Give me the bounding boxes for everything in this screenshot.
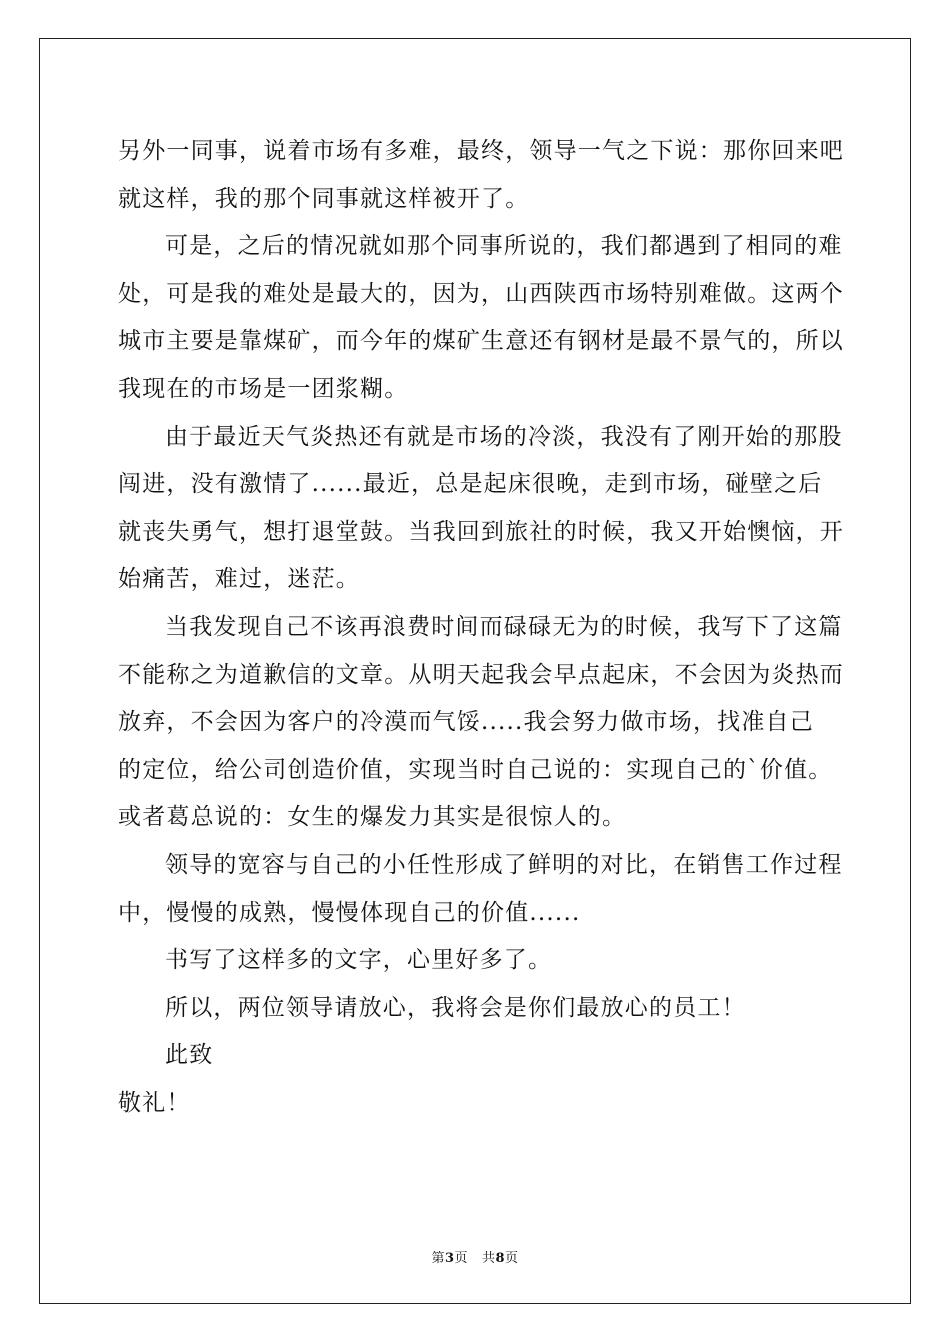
text-line: 领导的宽容与自己的小任性形成了鲜明的对比，在销售工作过程 bbox=[165, 851, 843, 878]
text-line: 当我发现自己不该再浪费时间而碌碌无为的时候，我写下了这篇 bbox=[165, 613, 843, 640]
text-line: 所以，两位领导请放心，我将会是你们最放心的员工！ bbox=[165, 994, 746, 1021]
text-line: 放弃，不会因为客户的冷漠而气馁.....我会努力做市场，找准自己 bbox=[118, 709, 814, 736]
page-footer bbox=[0, 1247, 950, 1266]
page-prefix: 第 bbox=[431, 1251, 445, 1266]
text-line: 由于最近天气炎热还有就是市场的冷淡，我没有了刚开始的那股 bbox=[165, 423, 843, 450]
text-line: 书写了这样多的文字，心里好多了。 bbox=[165, 947, 553, 974]
closing-regards: 敬礼！ bbox=[118, 1089, 191, 1116]
text-line: 我现在的市场是一团浆糊。 bbox=[118, 375, 409, 402]
total-pages: 8 bbox=[495, 1251, 506, 1266]
text-line: 处，可是我的难处是最大的，因为，山西陕西市场特别难做。这两个 bbox=[118, 280, 844, 307]
text-line: 中，慢慢的成熟，慢慢体现自己的价值...... bbox=[118, 899, 581, 926]
text-line: 的定位，给公司创造价值，实现当时自己说的：实现自己的`价值。 bbox=[118, 756, 833, 783]
text-line: 另外一同事，说着市场有多难，最终，领导一气之下说：那你回来吧 bbox=[118, 138, 844, 164]
page-current: 3 bbox=[444, 1251, 455, 1266]
text-line: 可是，之后的情况就如那个同事所说的，我们都遇到了相同的难 bbox=[165, 233, 843, 260]
text-line: 就丧失勇气，想打退堂鼓。当我回到旅社的时候，我又开始懊恼，开 bbox=[118, 518, 844, 545]
text-line: 或者葛总说的：女生的爆发力其实是很惊人的。 bbox=[118, 804, 627, 831]
text-line: 不能称之为道歉信的文章。从明天起我会早点起床，不会因为炎热而 bbox=[118, 661, 844, 688]
text-line: 就这样，我的那个同事就这样被开了。 bbox=[118, 185, 530, 212]
text-line: 城市主要是靠煤矿，而今年的煤矿生意还有钢材是最不景气的，所以 bbox=[118, 328, 844, 355]
text-line: 始痛苦，难过，迷茫。 bbox=[118, 566, 360, 593]
text-line: 闯进，没有激情了......最近，总是起床很晚，走到市场，碰壁之后 bbox=[118, 471, 823, 498]
closing-salutation: 此致 bbox=[165, 1042, 214, 1069]
letter-body bbox=[118, 128, 844, 1127]
page-suffix: 页 bbox=[454, 1251, 469, 1266]
total-prefix: 共 bbox=[481, 1251, 496, 1266]
total-suffix: 页 bbox=[505, 1251, 519, 1266]
